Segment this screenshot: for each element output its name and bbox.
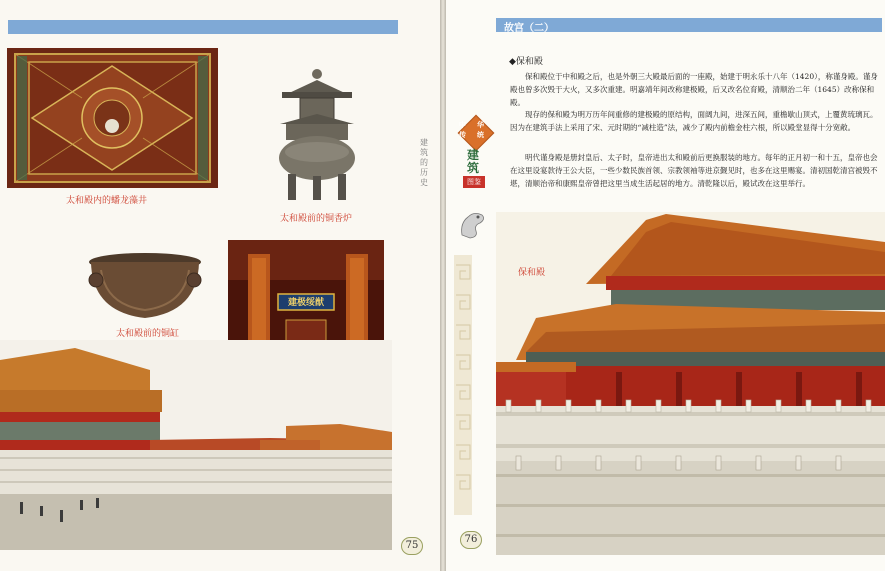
supreme-harmony-hall-photo	[0, 340, 392, 550]
page-number: 75	[401, 537, 423, 555]
bronze-vat-illustration	[86, 250, 204, 322]
left-page	[0, 0, 440, 571]
hall-illustration	[496, 212, 885, 555]
emblem-char: 华	[477, 121, 484, 129]
body-paragraph: 现存的保和殿为明万历年间重修的建极殿的原结构，面阔九间，进深五间，重檐歇山顶式，上覆黄琉璃瓦。因为在建筑手法上采用了宋、元时期的“减柱造”法，减少了殿内前檐金柱六根，所以殿堂显得十分宽敞。	[510, 110, 878, 132]
dragon-ornament-icon	[458, 205, 488, 241]
hall-caption: 保和殿	[518, 268, 546, 278]
body-paragraph: 保和殿位于中和殿之后，也是外朝三大殿最后面的一座殿，始建于明永乐十八年（1420），称谨身殿。谨身殿也曾多次毁于大火，又多次重建。明嘉靖年间改称建极殿，后又改名位育殿，清顺治二年（1645）改称保和殿。	[510, 72, 878, 107]
emblem-char: 中	[459, 121, 466, 129]
page-number: 76	[460, 531, 482, 549]
hall-illustration	[0, 340, 392, 550]
ceiling-caption: 太和殿内的蟠龙藻井	[66, 196, 148, 206]
preserving-harmony-hall-photo	[496, 212, 885, 555]
right-page	[446, 0, 885, 571]
emblem-stamp: 图鉴	[463, 176, 485, 188]
vat-caption: 太和殿前的铜缸	[116, 329, 180, 339]
ceiling-illustration	[7, 48, 218, 188]
emblem-char: 统	[477, 131, 484, 139]
ceiling-photo	[7, 48, 218, 188]
incense-burner-caption: 太和殿前的铜香炉	[280, 214, 353, 224]
body-paragraph: 明代谨身殿是册封皇后、太子时，皇帝进出太和殿前后更换服装的地方。每年的正月初一和十五，皇帝也会在这里设宴款待王公大臣，一些少数民族首领、宗教领袖等进京觐见时，也多在这里赐宴。清初国乾清宫被毁不堪，清顺治帝和康熙皇帝曾把这里当成生活起居的地方。清乾隆以后，殿试改在这里举行。	[510, 153, 878, 188]
incense-burner-illustration	[272, 66, 362, 206]
section-subtitle: ◆保和殿	[509, 57, 543, 67]
emblem-char: 传	[459, 131, 466, 139]
throne-plaque: 建极绥猷	[287, 298, 324, 308]
section-title: 故宫（二）	[504, 23, 554, 34]
decorative-strip	[448, 255, 478, 515]
bronze-vat-photo	[86, 250, 204, 322]
incense-burner-photo	[272, 66, 362, 206]
emblem-main-title: 建筑	[466, 148, 479, 175]
vertical-running-title: 建筑的历史	[420, 138, 428, 187]
header-band	[8, 20, 398, 34]
